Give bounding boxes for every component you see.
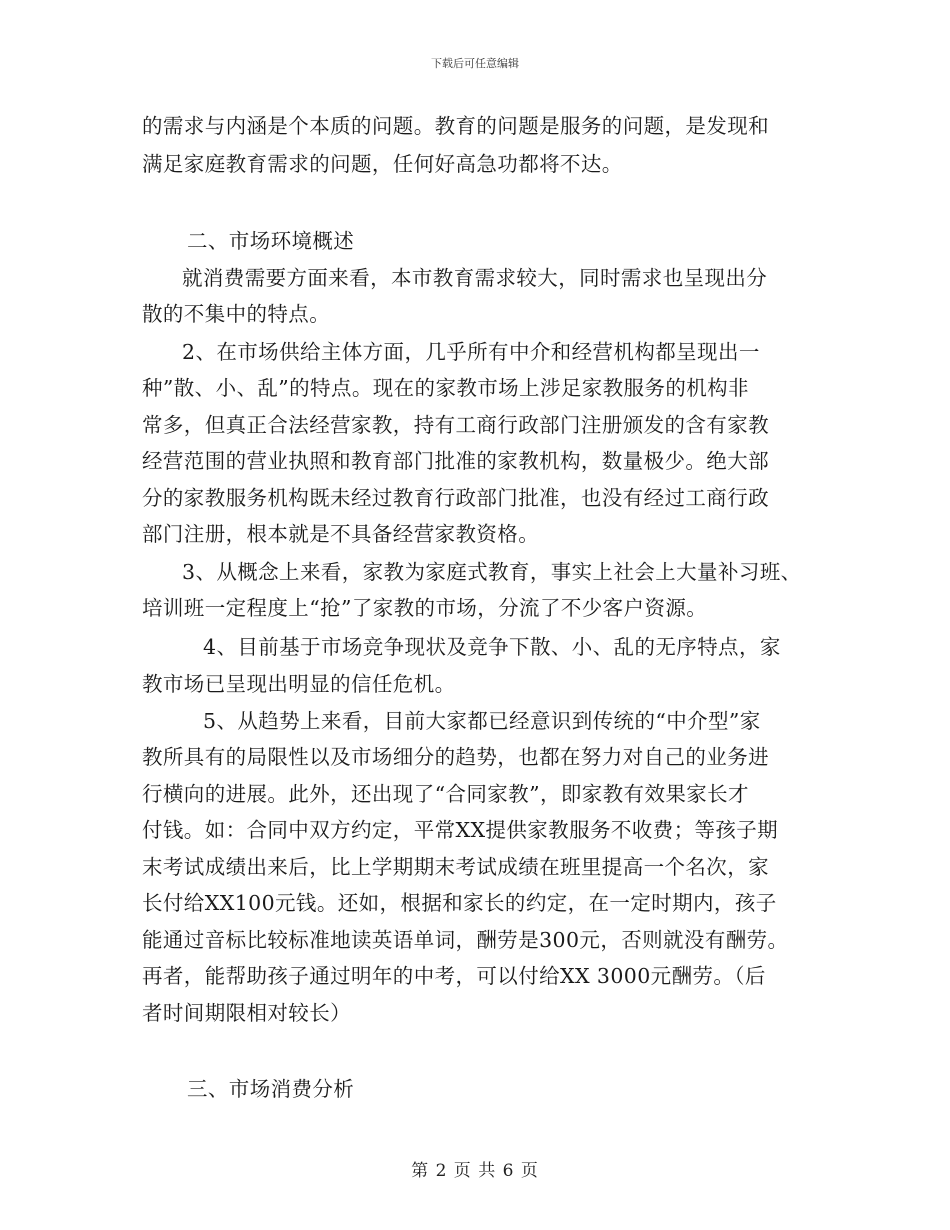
body-line: 部门注册，根本就是不具备经营家教资格。: [142, 522, 540, 546]
page-footer: 第 2 页 共 6 页: [411, 1161, 539, 1181]
body-line: 经营范围的营业执照和教育部门批准的家教机构，数量极少。绝大部: [142, 449, 769, 473]
body-line: 2、在市场供给主体方面，几乎所有中介和经营机构都呈现出一: [182, 340, 760, 364]
body-line: 行横向的进展。此外，还出现了“合同家教”，即家教有效果家长才: [142, 782, 749, 806]
body-line: 常多，但真正合法经营家教，持有工商行政部门注册颁发的含有家教: [142, 413, 769, 437]
body-line: 4、目前基于市场竞争现状及竞争下散、小、乱的无序特点，家: [203, 635, 781, 659]
body-line: 教市场已呈现出明显的信任危机。: [142, 672, 456, 696]
body-line: 再者，能帮助孩子通过明年的中考，可以付给XX 3000元酬劳。（后: [142, 964, 766, 988]
body-line: 者时间期限相对较长）: [142, 1001, 351, 1025]
page-header: 下载后可任意编辑: [431, 57, 519, 70]
body-line: 的需求与内涵是个本质的问题。教育的问题是服务的问题，是发现和: [142, 114, 769, 138]
body-line: 5、从趋势上来看，目前大家都已经意识到传统的“中介型”家: [203, 709, 761, 733]
body-line: 培训班一定程度上“抢”了家教的市场，分流了不少客户资源。: [142, 596, 708, 620]
body-line: 能通过音标比较标准地读英语单词，酬劳是300元，否则就没有酬劳。: [142, 928, 789, 952]
body-line: 末考试成绩出来后，比上学期期末考试成绩在班里提高一个名次，家: [142, 855, 769, 879]
body-line: 付钱。如：合同中双方约定，平常XX提供家教服务不收费；等孩子期: [142, 818, 779, 842]
body-line: 分的家教服务机构既未经过教育行政部门批准，也没有经过工商行政: [142, 486, 769, 510]
body-line: 长付给XX100元钱。还如，根据和家长的约定，在一定时期内，孩子: [142, 891, 777, 915]
section-heading: 三、市场消费分析: [187, 1077, 355, 1101]
body-line: 就消费需要方面来看，本市教育需求较大，同时需求也呈现出分: [182, 266, 768, 290]
body-line: 种”散、小、乱”的特点。现在的家教市场上涉足家教服务的机构非: [142, 376, 749, 400]
body-line: 3、从概念上来看，家教为家庭式教育，事实上社会上大量补习班、: [182, 560, 802, 584]
section-heading: 二、市场环境概述: [187, 229, 355, 253]
body-line: 教所具有的局限性以及市场细分的趋势，也都在努力对自己的业务进: [142, 745, 769, 769]
body-line: 散的不集中的特点。: [142, 302, 331, 326]
body-line: 满足家庭教育需求的问题，任何好高急功都将不达。: [142, 152, 623, 176]
